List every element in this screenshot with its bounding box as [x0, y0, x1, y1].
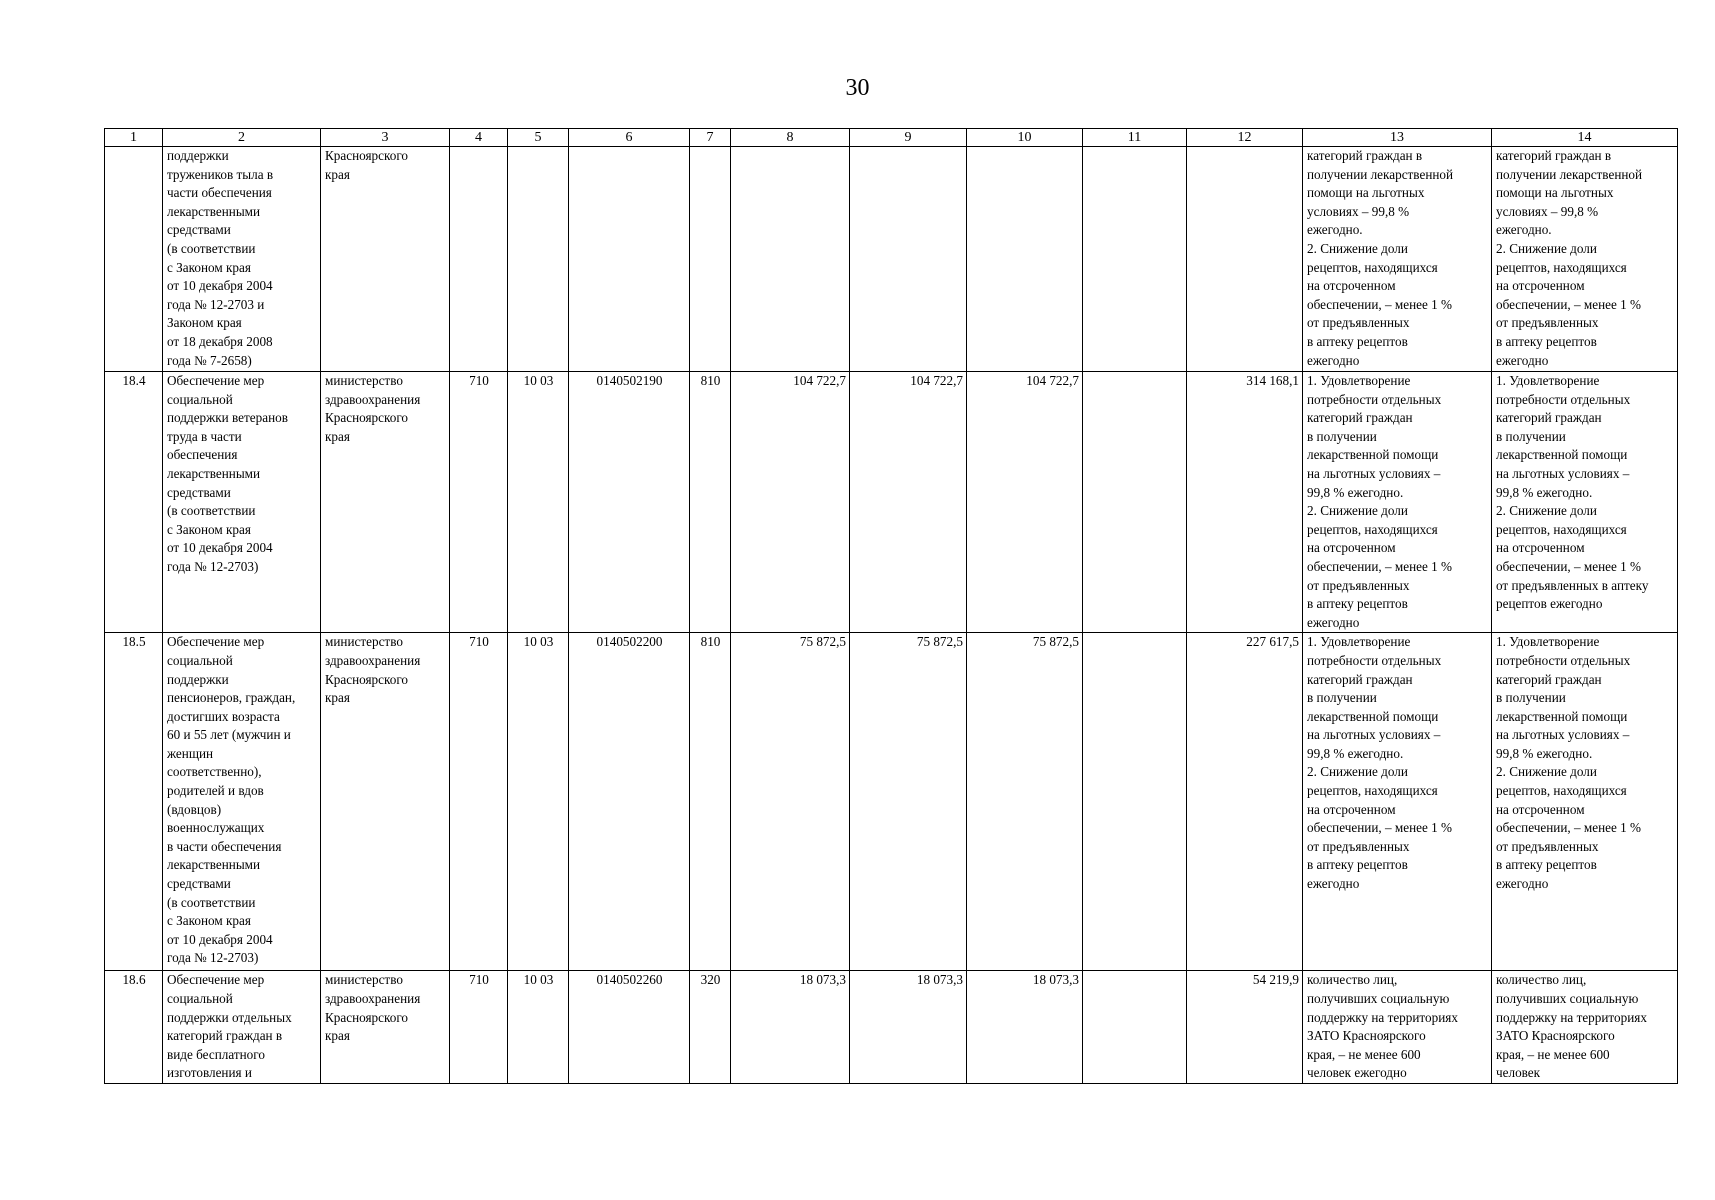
column-number-1: 1: [105, 129, 163, 147]
column-number-13: 13: [1303, 129, 1492, 147]
cell-expected-result: 1. Удовлетворение потребности отдельных категорий граждан в получении лекарственной помощи на льготных условиях – 99,8 % ежегодно. 2. Снижение доли рецептов, находящихся на отсроченном обеспечении, – менее 1 % от предъявленных в аптеку рецептов ежегодно: [1303, 372, 1492, 633]
cell-row-number: [105, 147, 163, 372]
cell-amount-year-1: 104 722,7: [731, 372, 850, 633]
cell-expected-result-final: 1. Удовлетворение потребности отдельных категорий граждан в получении лекарственной помощи на льготных условиях – 99,8 % ежегодно. 2. Снижение доли рецептов, находящихся на отсроченном обеспечении, – менее 1 % от предъявленных в аптеку рецептов ежегодно: [1492, 372, 1678, 633]
column-number-5: 5: [508, 129, 569, 147]
cell-measure-name: Обеспечение мер социальной поддержки пенсионеров, граждан, достигших возраста 60 и 55 лет (мужчин и женщин соответственно), родителей и вдов (вдовцов) военнослужащих в части обеспечения лекарственными средствами (в соответствии с Законом края от 10 декабря 2004 года № 12-2703): [163, 633, 321, 971]
page-number: 30: [845, 75, 870, 101]
table-row: [105, 372, 1678, 633]
cell-expected-result: категорий граждан в получении лекарственной помощи на льготных условиях – 99,8 % ежегодно. 2. Снижение доли рецептов, находящихся на отсроченном обеспечении, – менее 1 % от предъявленных в аптеку рецептов ежегодно: [1303, 147, 1492, 372]
cell-grbs-code: 710: [450, 971, 508, 1084]
cell-amount-year-3: 75 872,5: [967, 633, 1083, 971]
program-table: [104, 128, 1678, 1084]
cell-section-code: 10 03: [508, 372, 569, 633]
column-number-11: 11: [1083, 129, 1187, 147]
cell-amount-year-4: [1083, 372, 1187, 633]
cell-responsible-body: Красноярского края: [321, 147, 450, 372]
column-number-9: 9: [850, 129, 967, 147]
cell-amount-year-2: [850, 147, 967, 372]
cell-row-number: 18.6: [105, 971, 163, 1084]
cell-amount-year-3: 18 073,3: [967, 971, 1083, 1084]
cell-amount-year-1: 18 073,3: [731, 971, 850, 1084]
cell-amount-year-2: 75 872,5: [850, 633, 967, 971]
cell-amount-year-2: 18 073,3: [850, 971, 967, 1084]
cell-expected-result-final: категорий граждан в получении лекарственной помощи на льготных условиях – 99,8 % ежегодно. 2. Снижение доли рецептов, находящихся на отсроченном обеспечении, – менее 1 % от предъявленных в аптеку рецептов ежегодно: [1492, 147, 1678, 372]
table-body: [105, 129, 1678, 1084]
cell-amount-total: [1187, 147, 1303, 372]
cell-row-number: 18.5: [105, 633, 163, 971]
cell-expense-type-code: 810: [690, 372, 731, 633]
cell-measure-name: поддержки тружеников тыла в части обеспечения лекарственными средствами (в соответствии с Законом края от 10 декабря 2004 года № 12-2703 и Законом края от 18 декабря 2008 года № 7-2658): [163, 147, 321, 372]
column-number-4: 4: [450, 129, 508, 147]
cell-target-article-code: 0140502260: [569, 971, 690, 1084]
cell-measure-name: Обеспечение мер социальной поддержки ветеранов труда в части обеспечения лекарственными средствами (в соответствии с Законом края от 10 декабря 2004 года № 12-2703): [163, 372, 321, 633]
cell-target-article-code: 0140502200: [569, 633, 690, 971]
cell-measure-name: Обеспечение мер социальной поддержки отдельных категорий граждан в виде бесплатного изготовления и: [163, 971, 321, 1084]
column-number-10: 10: [967, 129, 1083, 147]
cell-expense-type-code: 810: [690, 633, 731, 971]
cell-amount-year-4: [1083, 971, 1187, 1084]
column-number-3: 3: [321, 129, 450, 147]
column-number-row: [105, 129, 1678, 147]
cell-grbs-code: 710: [450, 633, 508, 971]
cell-section-code: [508, 147, 569, 372]
table-row: [105, 971, 1678, 1084]
cell-responsible-body: министерство здравоохранения Красноярского края: [321, 971, 450, 1084]
cell-expense-type-code: [690, 147, 731, 372]
cell-amount-year-3: 104 722,7: [967, 372, 1083, 633]
cell-amount-year-3: [967, 147, 1083, 372]
cell-section-code: 10 03: [508, 971, 569, 1084]
cell-expected-result-final: количество лиц, получивших социальную поддержку на территориях ЗАТО Красноярского края, – не менее 600 человек: [1492, 971, 1678, 1084]
column-number-7: 7: [690, 129, 731, 147]
cell-amount-total: 314 168,1: [1187, 372, 1303, 633]
cell-target-article-code: 0140502190: [569, 372, 690, 633]
column-number-6: 6: [569, 129, 690, 147]
cell-amount-year-2: 104 722,7: [850, 372, 967, 633]
cell-section-code: 10 03: [508, 633, 569, 971]
cell-expense-type-code: 320: [690, 971, 731, 1084]
cell-grbs-code: 710: [450, 372, 508, 633]
table-row: [105, 147, 1678, 372]
cell-amount-year-1: [731, 147, 850, 372]
cell-responsible-body: министерство здравоохранения Красноярского края: [321, 633, 450, 971]
column-number-2: 2: [163, 129, 321, 147]
column-number-8: 8: [731, 129, 850, 147]
cell-expected-result-final: 1. Удовлетворение потребности отдельных категорий граждан в получении лекарственной помощи на льготных условиях – 99,8 % ежегодно. 2. Снижение доли рецептов, находящихся на отсроченном обеспечении, – менее 1 % от предъявленных в аптеку рецептов ежегодно: [1492, 633, 1678, 971]
column-number-12: 12: [1187, 129, 1303, 147]
column-number-14: 14: [1492, 129, 1678, 147]
cell-grbs-code: [450, 147, 508, 372]
cell-row-number: 18.4: [105, 372, 163, 633]
cell-amount-year-4: [1083, 633, 1187, 971]
cell-expected-result: количество лиц, получивших социальную поддержку на территориях ЗАТО Красноярского края, – не менее 600 человек ежегодно: [1303, 971, 1492, 1084]
cell-target-article-code: [569, 147, 690, 372]
cell-amount-total: 227 617,5: [1187, 633, 1303, 971]
cell-amount-year-4: [1083, 147, 1187, 372]
cell-expected-result: 1. Удовлетворение потребности отдельных категорий граждан в получении лекарственной помощи на льготных условиях – 99,8 % ежегодно. 2. Снижение доли рецептов, находящихся на отсроченном обеспечении, – менее 1 % от предъявленных в аптеку рецептов ежегодно: [1303, 633, 1492, 971]
cell-amount-total: 54 219,9: [1187, 971, 1303, 1084]
cell-responsible-body: министерство здравоохранения Красноярского края: [321, 372, 450, 633]
cell-amount-year-1: 75 872,5: [731, 633, 850, 971]
table-row: [105, 633, 1678, 971]
